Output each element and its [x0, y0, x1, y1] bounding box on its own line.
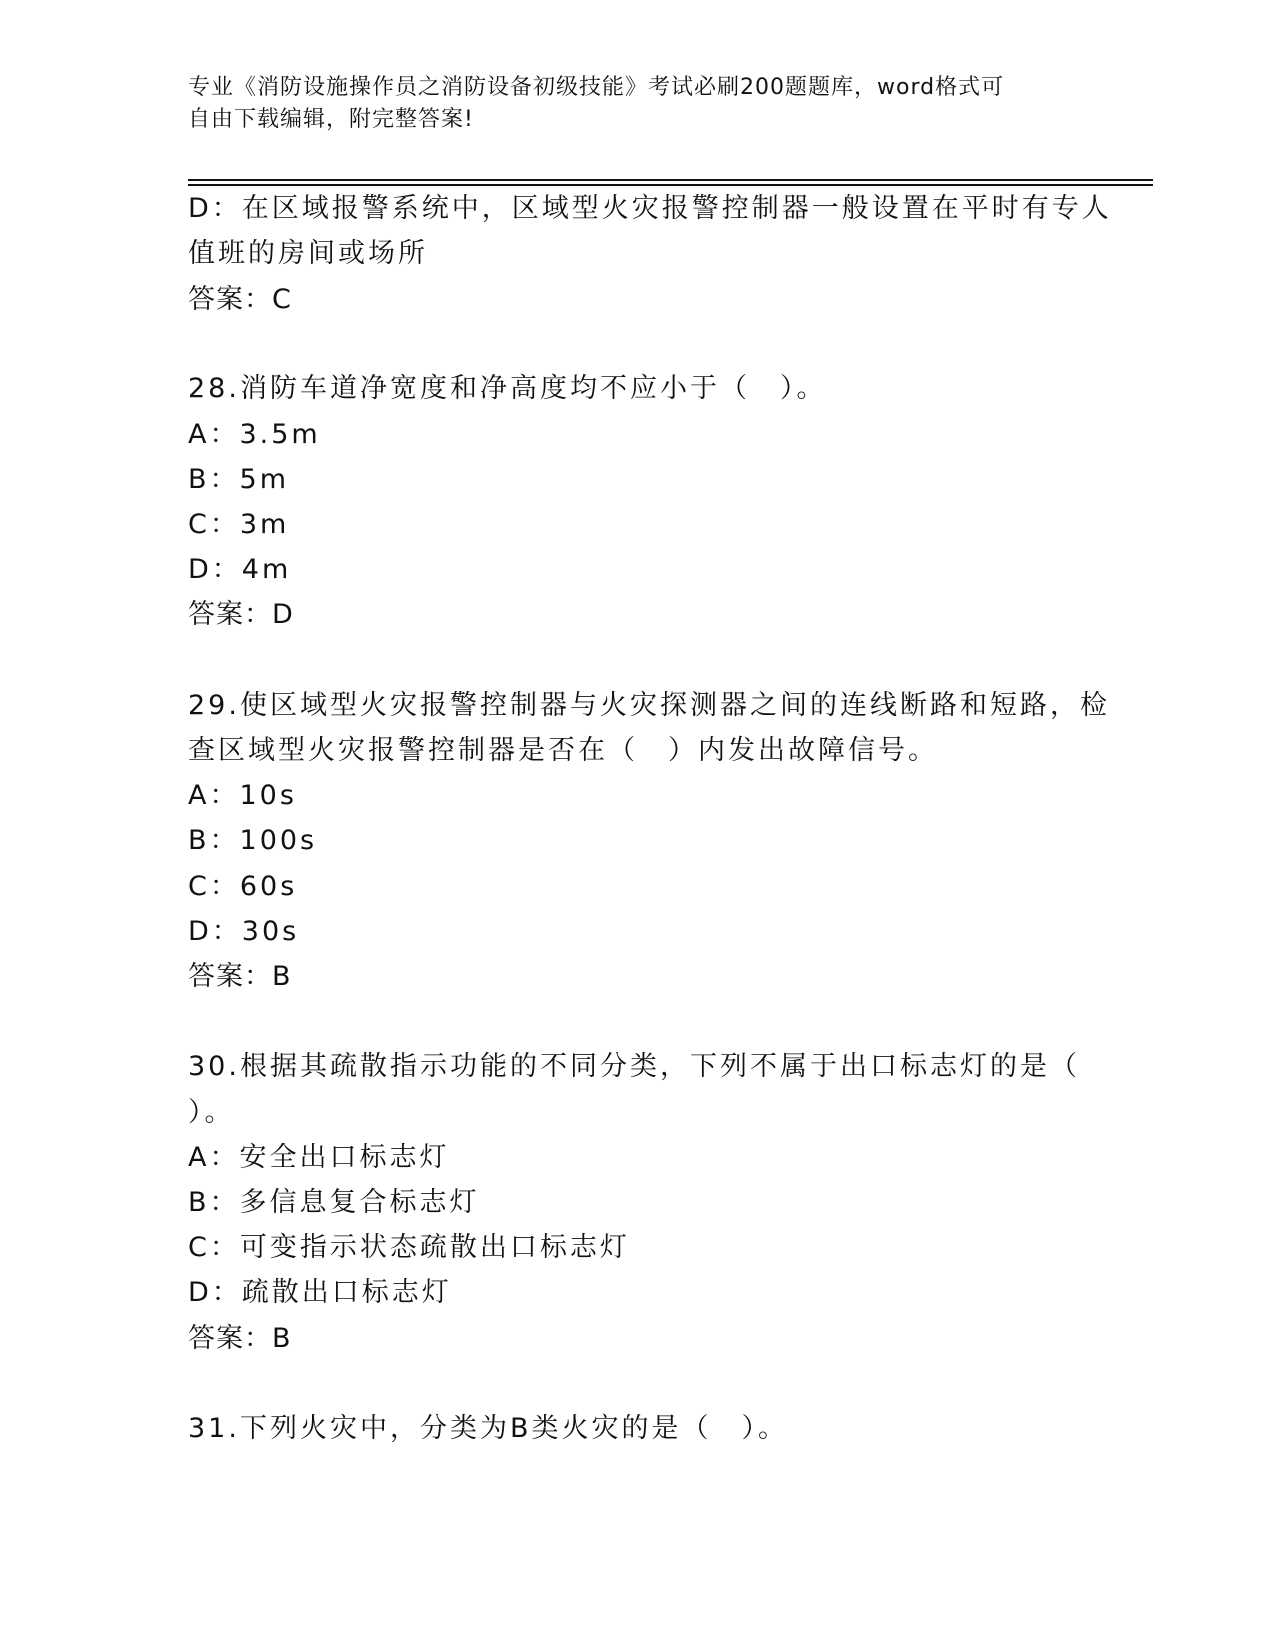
- prev-option-d-line-1: D：在区域报警系统中，区域型火灾报警控制器一般设置在平时有专人: [188, 193, 1112, 224]
- q29-option-d: D：30s: [188, 916, 300, 947]
- q28-stem: 28.消防车道净宽度和净高度均不应小于（ ）。: [188, 373, 827, 404]
- header-title-line-1: 专业《消防设施操作员之消防设备初级技能》考试必刷200题题库，word格式可: [188, 75, 1005, 100]
- q29-stem-line-2: 查区域型火灾报警控制器是否在（ ）内发出故障信号。: [188, 735, 938, 766]
- q29-option-c: C：60s: [188, 871, 298, 902]
- header-title-line-2: 自由下载编辑，附完整答案!: [188, 107, 474, 132]
- q30-option-c: C：可变指示状态疏散出口标志灯: [188, 1232, 630, 1263]
- q29-option-a: A：10s: [188, 780, 297, 811]
- q28-option-b: B：5m: [188, 464, 290, 495]
- q28-answer: 答案：D: [188, 599, 294, 630]
- q30-option-a: A：安全出口标志灯: [188, 1142, 450, 1173]
- q28-option-a: A：3.5m: [188, 419, 321, 450]
- q28-option-c: C：3m: [188, 509, 290, 540]
- q30-option-b: B：多信息复合标志灯: [188, 1187, 480, 1218]
- q30-option-d: D：疏散出口标志灯: [188, 1277, 452, 1308]
- q30-stem-line-2: ）。: [188, 1097, 235, 1128]
- q29-option-b: B：100s: [188, 825, 318, 856]
- q29-stem-line-1: 29.使区域型火灾报警控制器与火灾探测器之间的连线断路和短路，检: [188, 690, 1110, 721]
- q28-option-d: D：4m: [188, 554, 292, 585]
- header-divider-bottom: [188, 184, 1153, 186]
- q30-stem-line-1: 30.根据其疏散指示功能的不同分类，下列不属于出口标志灯的是（: [188, 1051, 1080, 1082]
- q29-answer: 答案：B: [188, 961, 292, 992]
- header-divider-top: [188, 179, 1153, 181]
- prev-option-d-line-2: 值班的房间或场所: [188, 238, 428, 269]
- q30-answer: 答案：B: [188, 1323, 292, 1354]
- prev-answer: 答案：C: [188, 284, 292, 315]
- q31-stem: 31.下列火灾中，分类为B类火灾的是（ ）。: [188, 1413, 788, 1444]
- document-header: [188, 72, 1068, 136]
